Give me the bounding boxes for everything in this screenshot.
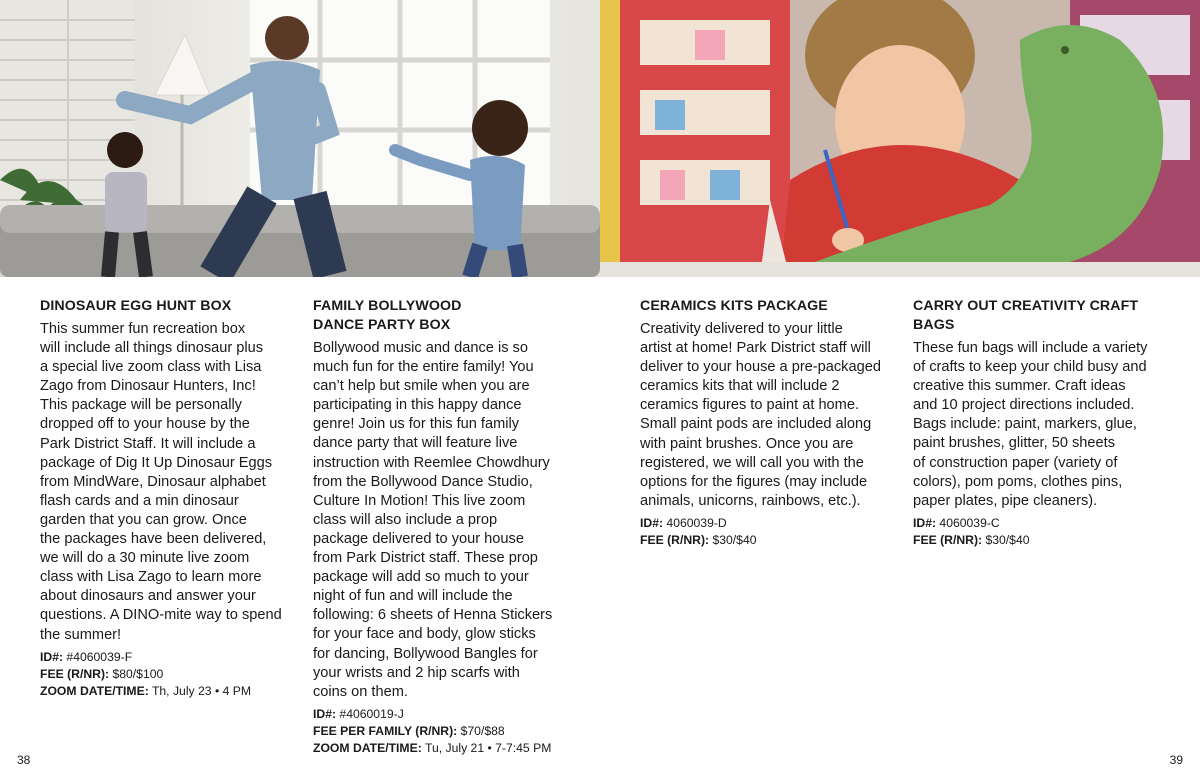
text-line: from MindWare, Dinosaur alphabet (40, 473, 266, 490)
text-line: $70/$88 (457, 723, 505, 738)
text-line: paper plates, pipe cleaners). (913, 492, 1098, 509)
text-line: registered, we will call you with the (640, 454, 864, 471)
text-line: Th, July 23 • 4 PM (148, 683, 252, 698)
text-line: following: 6 sheets of Henna Stickers (313, 607, 553, 624)
id-line (913, 515, 1163, 532)
id-line (40, 649, 290, 666)
fee-line (913, 532, 1163, 549)
text-line: dance party that will feature live (313, 435, 518, 452)
text-line: ID#: (40, 649, 64, 664)
text-line: ID#: (313, 706, 337, 721)
text-line: artist at home! Park District staff will (640, 340, 871, 357)
text-line: night of fun and will include the (313, 588, 513, 605)
text-line: will include all things dinosaur plus (40, 340, 264, 357)
text-line: DANCE PARTY BOX (313, 317, 451, 333)
text-line: from Park District staff. These prop (313, 550, 538, 567)
text-line: class will also include a prop (313, 511, 498, 528)
text-line: Creativity delivered to your little (640, 321, 843, 337)
text-line: $30/$40 (982, 532, 1030, 547)
text-line: DINOSAUR EGG HUNT BOX (40, 298, 232, 314)
text-line: and 10 project directions included. (913, 397, 1135, 414)
text-line: 4060039-C (936, 515, 1000, 530)
text-line: ceramics kits that will include 2 (640, 378, 840, 395)
text-line: the packages have been delivered, (40, 531, 267, 548)
text-line: FEE PER FAMILY (R/NR): (313, 723, 458, 738)
text-line: can’t help but smile when you are (313, 378, 530, 395)
text-line: of construction paper (variety of (913, 454, 1118, 471)
article-title (313, 297, 563, 335)
text-line: FEE (R/NR): (913, 532, 983, 547)
text-line: Culture In Motion! This live zoom (313, 492, 526, 509)
text-line: Small paint pods are included along (640, 416, 872, 433)
text-line: package delivered to your house (313, 530, 524, 547)
text-line: ZOOM DATE/TIME: (40, 683, 149, 698)
text-line: much fun for the entire family! You (313, 359, 534, 376)
page-number-left: 38 (17, 753, 31, 767)
family-dancing-photo-icon (0, 0, 600, 277)
article-body (313, 339, 563, 702)
zoom-datetime-line (40, 683, 290, 700)
text-line: class with Lisa Zago to learn more (40, 569, 262, 586)
text-line: Bollywood music and dance is so (313, 340, 528, 356)
text-line: from the Bollywood Dance Studio, (313, 473, 533, 490)
child-painting-dinosaur-photo (600, 0, 1200, 277)
text-line: FEE (R/NR): (40, 666, 110, 681)
text-line: flash cards and a min dinosaur (40, 492, 239, 509)
text-line: #4060039-F (63, 649, 133, 664)
text-line: about dinosaurs and answer your (40, 588, 256, 605)
text-line: instruction with Reemlee Chowdhury (313, 454, 550, 471)
text-line: Park District Staff. It will include a (40, 435, 256, 452)
child-painting-dinosaur-photo-icon (600, 0, 1200, 277)
article-meta (313, 706, 563, 757)
family-dancing-photo (0, 0, 600, 277)
id-line (313, 706, 563, 723)
text-line: ceramics figures to paint at home. (640, 397, 860, 414)
text-line: ZOOM DATE/TIME: (313, 740, 422, 755)
article-title (40, 297, 290, 316)
text-line: dropped off to your house by the (40, 416, 250, 433)
article-ceramics-kits-package (640, 297, 890, 549)
text-line: a special live zoom class with Lisa (40, 359, 262, 376)
text-line: CERAMICS KITS PACKAGE (640, 298, 828, 314)
text-line: genre! Join us for this fun family (313, 416, 520, 433)
text-line: colors), pom poms, clothes pins, (913, 473, 1123, 490)
article-family-bollywood-dance-party-box (313, 297, 563, 757)
fee-line (640, 532, 890, 549)
text-line: the summer! (40, 626, 122, 643)
text-line: garden that you can grow. Once (40, 511, 247, 528)
text-line: ID#: (913, 515, 937, 530)
text-line: 4060039-D (663, 515, 727, 530)
id-line (640, 515, 890, 532)
text-line: ID#: (640, 515, 664, 530)
page-number-right: 39 (1169, 753, 1183, 767)
article-meta (40, 649, 290, 700)
fee-line (313, 723, 563, 740)
text-line: questions. A DINO-mite way to spend (40, 607, 282, 624)
text-line: animals, unicorns, rainbows, etc.). (640, 492, 861, 509)
text-line: package will add so much to your (313, 569, 529, 586)
article-meta (640, 515, 890, 549)
text-line: This package will be personally (40, 397, 242, 414)
text-line: $80/$100 (109, 666, 164, 681)
article-title (640, 297, 890, 316)
text-line: CARRY OUT CREATIVITY CRAFT BAGS (913, 298, 1139, 333)
article-title (913, 297, 1163, 335)
text-line: with paint brushes. Once you are (640, 435, 854, 452)
zoom-datetime-line (313, 740, 563, 757)
text-line: coins on them. (313, 683, 408, 700)
text-line: we will do a 30 minute live zoom (40, 550, 250, 567)
text-line: creative this summer. Craft ideas (913, 378, 1126, 395)
text-line: These fun bags will include a variety (913, 340, 1148, 356)
text-line: options for the figures (may include (640, 473, 868, 490)
text-line: paint brushes, glitter, 50 sheets (913, 435, 1116, 452)
text-line: $30/$40 (709, 532, 757, 547)
text-line: deliver to your house a pre-packaged (640, 359, 881, 376)
text-line: Zago from Dinosaur Hunters, Inc! (40, 378, 256, 395)
text-line: of crafts to keep your child busy and (913, 359, 1147, 376)
article-body (640, 320, 890, 511)
text-line: Bags include: paint, markers, glue, (913, 416, 1137, 433)
text-line: for dancing, Bollywood Bangles for (313, 645, 538, 662)
article-body (913, 339, 1163, 511)
text-line: package of Dig It Up Dinosaur Eggs (40, 454, 273, 471)
article-dinosaur-egg-hunt-box (40, 297, 290, 700)
article-body (40, 320, 290, 645)
text-line: This summer fun recreation box (40, 321, 246, 337)
text-line: Tu, July 21 • 7-7:45 PM (421, 740, 552, 755)
text-line: participating in this happy dance (313, 397, 522, 414)
fee-line (40, 666, 290, 683)
text-line: your wrists and 2 hip scarfs with (313, 664, 520, 681)
article-carry-out-creativity-craft-bags (913, 297, 1163, 549)
text-line: #4060019-J (336, 706, 404, 721)
text-line: for your face and body, glow sticks (313, 626, 536, 643)
article-meta (913, 515, 1163, 549)
text-line: FEE (R/NR): (640, 532, 710, 547)
text-line: FAMILY BOLLYWOOD (313, 298, 462, 314)
